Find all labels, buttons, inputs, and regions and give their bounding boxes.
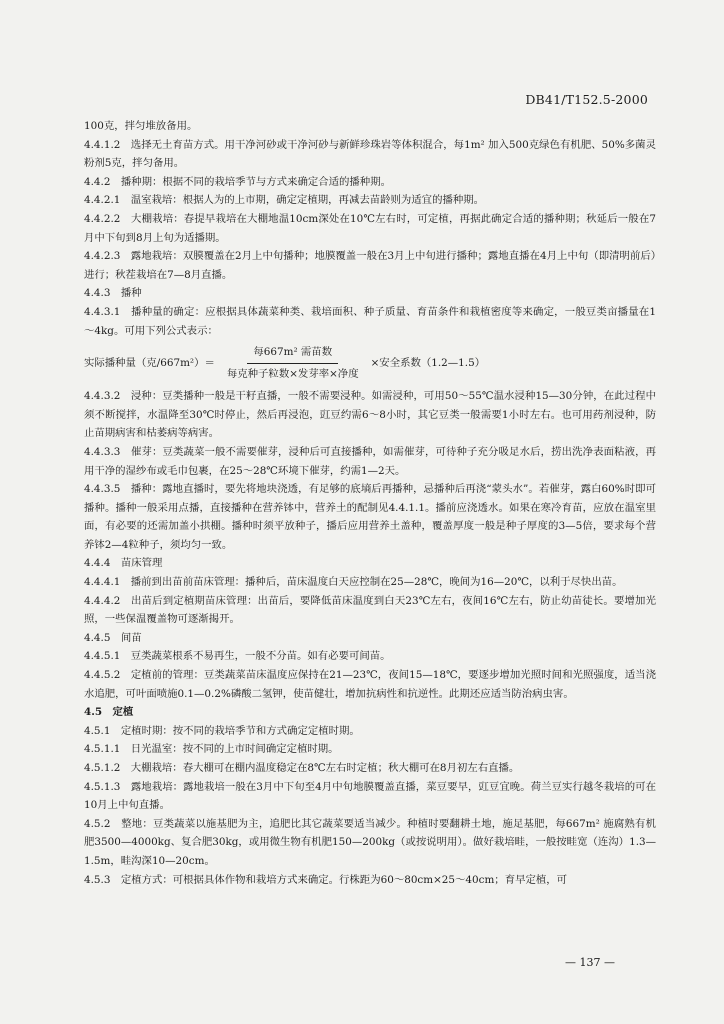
paragraph: 4.5.1.1 日光温室：按不同的上市时间确定定植时期。 [84,743,339,756]
paragraph: 4.4.2 播种期：根据不同的栽培季节与方式来确定合适的播种期。 [84,175,391,188]
paragraph: 4.5.2 整地：豆类蔬菜以施基肥为主，追肥比其它蔬菜要适当减少。种植时要翻耕土地，施足基肥，每667m² 施腐熟有机肥3500—4000kg、复合肥30kg，或用微生物有机肥150—200kg（或按说明用）。做好栽培畦，一般按畦宽（连沟）1.3—1.5m，畦沟深10—20cm。 [84,817,656,867]
seeding-rate-formula [84,341,656,385]
document-body [84,117,656,889]
paragraph: 4.4.3.3 催芽：豆类蔬菜一般不需要催芽，浸种后可直接播种，如需催芽，可待种子充分吸足水后，捞出洗净表面粘液，再用干净的湿纱布或毛巾包裹，在25～28℃环境下催芽，约需1—2天。 [84,445,656,477]
paragraph: 4.5 定植 [84,706,134,719]
paragraph: 4.4.3.2 浸种：豆类播种一般是干籽直播，一般不需要浸种。如需浸种，可用50～55℃温水浸种15—30分钟，在此过程中须不断搅拌，水温降至30℃时停止，然后再浸泡，豇豆约需6～8小时，其它豆类一般需要1小时左右。也可用药剂浸种，防止苗期病害和枯萎病等病害。 [84,390,656,440]
paragraph: 4.4.2.2 大棚栽培：春提早栽培在大棚地温10cm深处在10℃左右时，可定植，再据此确定合适的播种期；秋延后一般在7月中下旬到8月上旬为适播期。 [84,212,656,244]
paragraph: 4.5.3 定植方式：可根据具体作物和栽培方式来确定。行株距为60～80cm×25～40cm；育早定植，可 [84,873,568,886]
paragraph-group-bottom [84,387,656,889]
paragraph: 4.4.2.3 露地栽培：双膜覆盖在2月上中旬播种；地膜覆盖一般在3月上中旬进行播种；露地直播在4月上中旬（即清明前后）进行；秋茬栽培在7—8月直播。 [84,250,656,281]
standard-code-header: DB41/T152.5-2000 [525,92,648,107]
paragraph: 4.5.1 定植时期：按不同的栽培季节和方式确定定植时期。 [84,724,360,737]
formula-lhs: 实际播种量（克/667m²）＝ [84,356,215,369]
paragraph: 4.5.1.3 露地栽培：露地栽培一般在3月中下旬至4月中旬地膜覆盖直播，菜豆要早，豇豆宜晚。荷兰豆实行越冬栽培的可在10月上中旬直播。 [84,780,656,812]
paragraph: 4.4.3.1 播种量的确定：应根据具体蔬菜种类、栽培面积、种子质量、育苗条件和栽植密度等来确定，一般豆类亩播量在1～4kg。可用下列公式表示： [84,305,656,337]
formula-rhs: ×安全系数（1.2—1.5） [370,356,486,369]
paragraph: 4.4.4.2 出苗后到定植期苗床管理：出苗后，要降低苗床温度到白天23℃左右，夜间16℃左右，防止幼苗徒长。要增加光照，一些保温覆盖物可逐渐揭开。 [84,594,656,626]
paragraph: 100克，拌匀堆放备用。 [84,120,198,132]
paragraph: 4.4.5 间苗 [84,631,142,644]
paragraph: 4.4.4.1 播前到出苗前苗床管理：播种后，苗床温度白天应控制在25—28℃，晚间为16—20℃，以利于尽快出苗。 [84,576,623,589]
paragraph: 4.5.1.2 大棚栽培：春大棚可在棚内温度稳定在8℃左右时定植；秋大棚可在8月初左右直播。 [84,762,520,774]
paragraph: 4.4.3 播种 [84,287,142,300]
paragraph: 4.4.1.2 选择无土育苗方式。用干净河砂或干净河砂与新鲜珍珠岩等体积混合，每1m² 加入500克绿色有机肥、50%多菌灵粉剂5克，拌匀备用。 [84,138,656,170]
formula-fraction [221,343,365,383]
page-number: — 137 — [565,956,615,969]
paragraph: 4.4.4 苗床管理 [84,557,163,570]
paragraph: 4.4.5.1 豆类蔬菜根系不易再生，一般不分苗。如有必要可间苗。 [84,650,391,663]
paragraph: 4.4.3.5 播种：露地直播时，要先将地块浇透，有足够的底墒后再播种，忌播种后再浇“蒙头水”。若催芽，露白60%时即可播种。播种一般采用点播，直接播种在营养钵中，营养土的配制见4.4.1.1。播前应浇透水。如果在寒冷育苗，应放在温室里面，有必要的还需加盖小拱棚。播种时须平放种子，播后应用营养土盖种，覆盖厚度一般是种子厚度的3—5倍，要求每个营养钵2—4粒种子，须均匀一致。 [84,483,656,551]
formula-denominator: 每克种子粒数×发芽率×净度 [226,367,359,380]
paragraph: 4.4.5.2 定植前的管理：豆类蔬菜苗床温度应保持在21—23℃，夜间15—18℃，要逐步增加光照时间和光照强度，适当浇水追肥，可叶面喷施0.1—0.2%磷酸二氢钾，使苗健壮，增加抗病性和抗逆性。此期还应适当防治病虫害。 [84,669,656,700]
formula-numerator: 每667m² 需苗数 [247,343,338,364]
paragraph: 4.4.2.1 温室栽培：根据人为的上市期，确定定植期，再减去苗龄则为适宜的播种期。 [84,194,485,207]
paragraph-group-top [84,117,656,340]
